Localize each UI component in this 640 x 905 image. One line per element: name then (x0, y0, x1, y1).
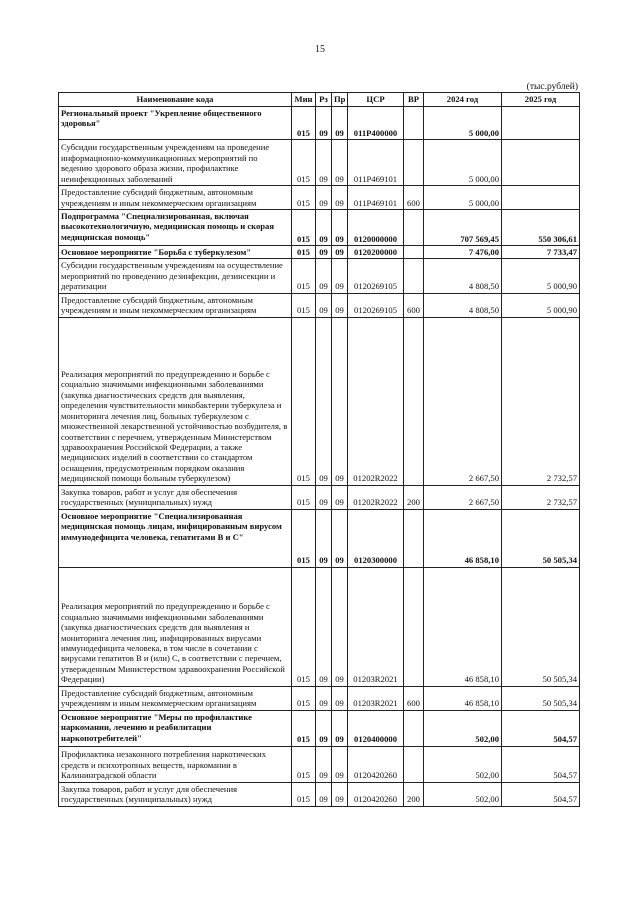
row-vr (404, 259, 424, 293)
row-min: 015 (292, 293, 316, 317)
table-row (59, 186, 580, 210)
row-2025: 504,57 (502, 782, 580, 806)
row-rz: 09 (316, 186, 332, 210)
table-row (59, 210, 580, 246)
row-min: 015 (292, 186, 316, 210)
row-name: Реализация мероприятий по предупреждению и борьбе с социально значимыми инфекционными заболеваниями (закупка диагностических средств для выявления и мониторинга лечения лиц, инфицированных вирусами иммунодефицита человека, в том числе в сочетании с вирусами гепатитов В и (или) С, в соответствии с перечнем, утвержденным Министерством здравоохранения Российской Федерации) (59, 567, 292, 686)
row-vr (404, 746, 424, 782)
row-csr: 0120269105 (348, 293, 404, 317)
row-rz: 09 (316, 259, 332, 293)
row-vr: 600 (404, 686, 424, 710)
row-2024: 5 000,00 (424, 107, 502, 140)
row-2025 (502, 186, 580, 210)
row-rz: 09 (316, 686, 332, 710)
row-2024: 502,00 (424, 746, 502, 782)
row-pr: 09 (332, 210, 348, 246)
row-name: Региональный проект "Укрепление общественного здоровья" (59, 107, 292, 140)
row-2024: 46 858,10 (424, 686, 502, 710)
row-rz: 09 (316, 140, 332, 186)
row-2025 (502, 140, 580, 186)
row-rz: 09 (316, 509, 332, 567)
row-2025 (502, 107, 580, 140)
header-name: Наименование кода (59, 93, 292, 107)
row-csr: 01202R2022 (348, 317, 404, 485)
row-min: 015 (292, 246, 316, 259)
row-2025: 550 306,61 (502, 210, 580, 246)
row-pr: 09 (332, 686, 348, 710)
row-2024: 2 667,50 (424, 485, 502, 509)
row-2025: 50 505,34 (502, 509, 580, 567)
table-row (59, 746, 580, 782)
row-2024: 2 667,50 (424, 317, 502, 485)
row-csr: 01203R2021 (348, 686, 404, 710)
row-rz: 09 (316, 210, 332, 246)
row-vr (404, 210, 424, 246)
header-rz: Рз (316, 93, 332, 107)
row-rz: 09 (316, 317, 332, 485)
table-row (59, 567, 580, 686)
row-pr: 09 (332, 509, 348, 567)
row-2025: 5 000,90 (502, 293, 580, 317)
row-vr: 200 (404, 782, 424, 806)
row-csr: 01203R2021 (348, 567, 404, 686)
row-vr: 600 (404, 186, 424, 210)
row-rz: 09 (316, 710, 332, 746)
row-csr: 0120200000 (348, 246, 404, 259)
row-2025: 504,57 (502, 710, 580, 746)
row-min: 015 (292, 317, 316, 485)
row-2024: 46 858,10 (424, 567, 502, 686)
row-2025: 50 505,34 (502, 567, 580, 686)
row-rz: 09 (316, 485, 332, 509)
row-name: Предоставление субсидий бюджетным, автономным учреждениям и иным некоммерческим организациям (59, 686, 292, 710)
row-2024: 707 569,45 (424, 210, 502, 246)
row-vr (404, 710, 424, 746)
row-pr: 09 (332, 246, 348, 259)
row-2024: 7 476,00 (424, 246, 502, 259)
row-vr: 600 (404, 293, 424, 317)
row-name: Предоставление субсидий бюджетным, автономным учреждениям и иным некоммерческим организациям (59, 186, 292, 210)
table-row (59, 246, 580, 259)
row-rz: 09 (316, 107, 332, 140)
row-vr (404, 140, 424, 186)
row-pr: 09 (332, 186, 348, 210)
row-csr: 0120269105 (348, 259, 404, 293)
row-min: 015 (292, 567, 316, 686)
row-vr (404, 107, 424, 140)
row-pr: 09 (332, 140, 348, 186)
row-pr: 09 (332, 293, 348, 317)
table-row (59, 509, 580, 567)
row-vr (404, 509, 424, 567)
row-vr: 200 (404, 485, 424, 509)
row-name: Основное мероприятие "Меры по профилактике наркомании, лечению и реабилитации наркопотребителей" (59, 710, 292, 746)
row-rz: 09 (316, 746, 332, 782)
row-vr (404, 246, 424, 259)
row-2024: 5 000,00 (424, 186, 502, 210)
row-min: 015 (292, 686, 316, 710)
row-2024: 46 858,10 (424, 509, 502, 567)
row-min: 015 (292, 107, 316, 140)
row-min: 015 (292, 509, 316, 567)
row-csr: 0120420260 (348, 746, 404, 782)
row-min: 015 (292, 210, 316, 246)
row-name: Субсидии государственным учреждениям на осуществление мероприятий по проведению дезинфекции, дезинсекции и дератизации (59, 259, 292, 293)
table-row (59, 317, 580, 485)
row-rz: 09 (316, 293, 332, 317)
row-rz: 09 (316, 567, 332, 686)
row-2024: 502,00 (424, 710, 502, 746)
row-csr: 011P469101 (348, 186, 404, 210)
row-rz: 09 (316, 782, 332, 806)
row-name: Реализация мероприятий по предупреждению и борьбе с социально значимыми инфекционными заболеваниями (закупка диагностических средств для выявления, определения чувствительности микобактерии туберкулеза и мониторинга лечения лиц, больных туберкулезом с множественной лекарственной устойчивостью возбудителя, в соответствии с перечнем, утвержденным Министерством здравоохранения Российской Федерации, а также медицинских изделий в соответствии со стандартом оснащения, предусмотренным порядком оказания медицинской помощи больным туберкулезом) (59, 317, 292, 485)
row-2024: 502,00 (424, 782, 502, 806)
table-row (59, 259, 580, 293)
row-min: 015 (292, 746, 316, 782)
row-name: Профилактика незаконного потребления наркотических средств и психотропных веществ, наркомании в Калининградской области (59, 746, 292, 782)
row-pr: 09 (332, 259, 348, 293)
header-2025: 2025 год (502, 93, 580, 107)
table-row (59, 710, 580, 746)
row-2024: 4 808,50 (424, 259, 502, 293)
header-csr: ЦСР (348, 93, 404, 107)
row-2025: 2 732,57 (502, 317, 580, 485)
row-2024: 5 000,00 (424, 140, 502, 186)
row-name: Основное мероприятие "Борьба с туберкулезом" (59, 246, 292, 259)
header-pr: Пр (332, 93, 348, 107)
table-row (59, 107, 580, 140)
units-label: (тыс.рублей) (526, 82, 578, 92)
row-csr: 0120300000 (348, 509, 404, 567)
row-name: Основное мероприятие "Специализированная медицинская помощь лицам, инфицированным вирусом иммунодефицита человека, гепатитами В и С" (59, 509, 292, 567)
row-2025: 504,57 (502, 746, 580, 782)
row-pr: 09 (332, 485, 348, 509)
row-csr: 0120400000 (348, 710, 404, 746)
table-row (59, 485, 580, 509)
row-min: 015 (292, 710, 316, 746)
row-pr: 09 (332, 746, 348, 782)
row-2025: 5 000,90 (502, 259, 580, 293)
row-2025: 2 732,57 (502, 485, 580, 509)
row-min: 015 (292, 259, 316, 293)
row-name: Закупка товаров, работ и услуг для обеспечения государственных (муниципальных) нужд (59, 782, 292, 806)
row-vr (404, 317, 424, 485)
header-vr: ВР (404, 93, 424, 107)
table-row (59, 140, 580, 186)
row-pr: 09 (332, 710, 348, 746)
row-csr: 0120000000 (348, 210, 404, 246)
row-name: Предоставление субсидий бюджетным, автономным учреждениям и иным некоммерческим организациям (59, 293, 292, 317)
row-csr: 011P400000 (348, 107, 404, 140)
table-row (59, 293, 580, 317)
table-header-row (59, 93, 580, 107)
budget-table (58, 92, 580, 807)
row-name: Субсидии государственным учреждениям на проведение информационно-коммуникационных мероприятий по ведению здорового образа жизни, профилактике неинфекционных заболеваний (59, 140, 292, 186)
row-csr: 0120420260 (348, 782, 404, 806)
row-pr: 09 (332, 107, 348, 140)
row-min: 015 (292, 782, 316, 806)
row-min: 015 (292, 485, 316, 509)
row-name: Подпрограмма "Специализированная, включая высокотехнологичную, медицинская помощь и скорая медицинская помощь" (59, 210, 292, 246)
row-2024: 4 808,50 (424, 293, 502, 317)
row-2025: 50 505,34 (502, 686, 580, 710)
row-pr: 09 (332, 782, 348, 806)
row-pr: 09 (332, 567, 348, 686)
header-2024: 2024 год (424, 93, 502, 107)
header-min: Мин (292, 93, 316, 107)
row-pr: 09 (332, 317, 348, 485)
row-csr: 01202R2022 (348, 485, 404, 509)
row-rz: 09 (316, 246, 332, 259)
page-number: 15 (315, 44, 325, 55)
row-name: Закупка товаров, работ и услуг для обеспечения государственных (муниципальных) нужд (59, 485, 292, 509)
table-row (59, 686, 580, 710)
row-vr (404, 567, 424, 686)
row-2025: 7 733,47 (502, 246, 580, 259)
row-min: 015 (292, 140, 316, 186)
table-row (59, 782, 580, 806)
row-csr: 011P469101 (348, 140, 404, 186)
